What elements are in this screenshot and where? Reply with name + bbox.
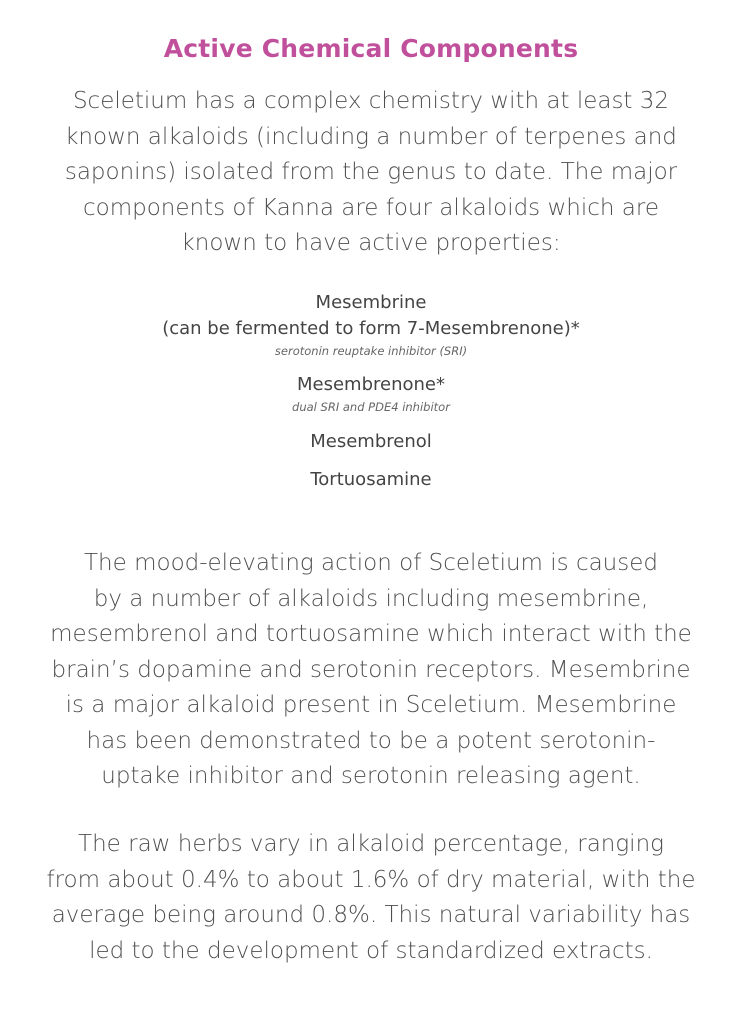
compound-item-mesembrenol <box>0 429 742 455</box>
variability-line: The raw herbs vary in alkaloid percentage, ranging <box>78 831 664 857</box>
intro-line: known to have active properties: <box>181 230 561 256</box>
action-paragraph <box>40 546 702 795</box>
compound-list <box>0 290 742 493</box>
compound-note: dual SRI and PDE4 inhibitor <box>292 400 450 414</box>
action-line: brain’s dopamine and serotonin receptors. Mesembrine <box>51 656 691 683</box>
action-line: uptake inhibitor and serotonin releasing agent. <box>101 763 641 789</box>
action-line: The mood-elevating action of Sceletium is caused <box>84 550 658 576</box>
compound-name-detail: (can be fermented to form 7-Mesembrenone)* <box>162 318 580 339</box>
variability-line: led to the development of standardized extracts. <box>89 937 653 964</box>
action-line: by a number of alkaloids including mesembrine, <box>93 585 649 612</box>
action-line: is a major alkaloid present in Sceletium. Mesembrine <box>65 692 677 718</box>
compound-item-mesembrine <box>0 290 742 360</box>
variability-line: average being around 0.8%. This natural variability has <box>51 902 691 928</box>
variability-paragraph <box>40 827 702 969</box>
compound-name: Mesembrine <box>315 292 427 313</box>
compound-item-mesembrenone <box>0 372 742 416</box>
variability-line: from about 0.4% to about 1.6% of dry material, with the <box>46 866 696 893</box>
compound-name: Tortuosamine <box>310 469 432 490</box>
intro-line: components of Kanna are four alkaloids which are <box>83 194 659 221</box>
intro-line: known alkaloids (including a number of terpenes and <box>65 123 677 150</box>
intro-paragraph <box>40 84 702 262</box>
intro-line: saponins) isolated from the genus to date. The major <box>64 159 678 185</box>
compound-note: serotonin reuptake inhibitor (SRI) <box>274 344 468 358</box>
section-title: Active Chemical Components <box>163 34 579 63</box>
action-line: mesembrenol and tortuosamine which interact with the <box>50 621 692 647</box>
action-line: has been demonstrated to be a potent serotonin- <box>86 727 656 754</box>
compound-name: Mesembrenone* <box>297 374 445 395</box>
compound-name: Mesembrenol <box>310 431 432 452</box>
intro-line: Sceletium has a complex chemistry with at least 32 <box>72 88 670 114</box>
compound-item-tortuosamine <box>0 467 742 493</box>
